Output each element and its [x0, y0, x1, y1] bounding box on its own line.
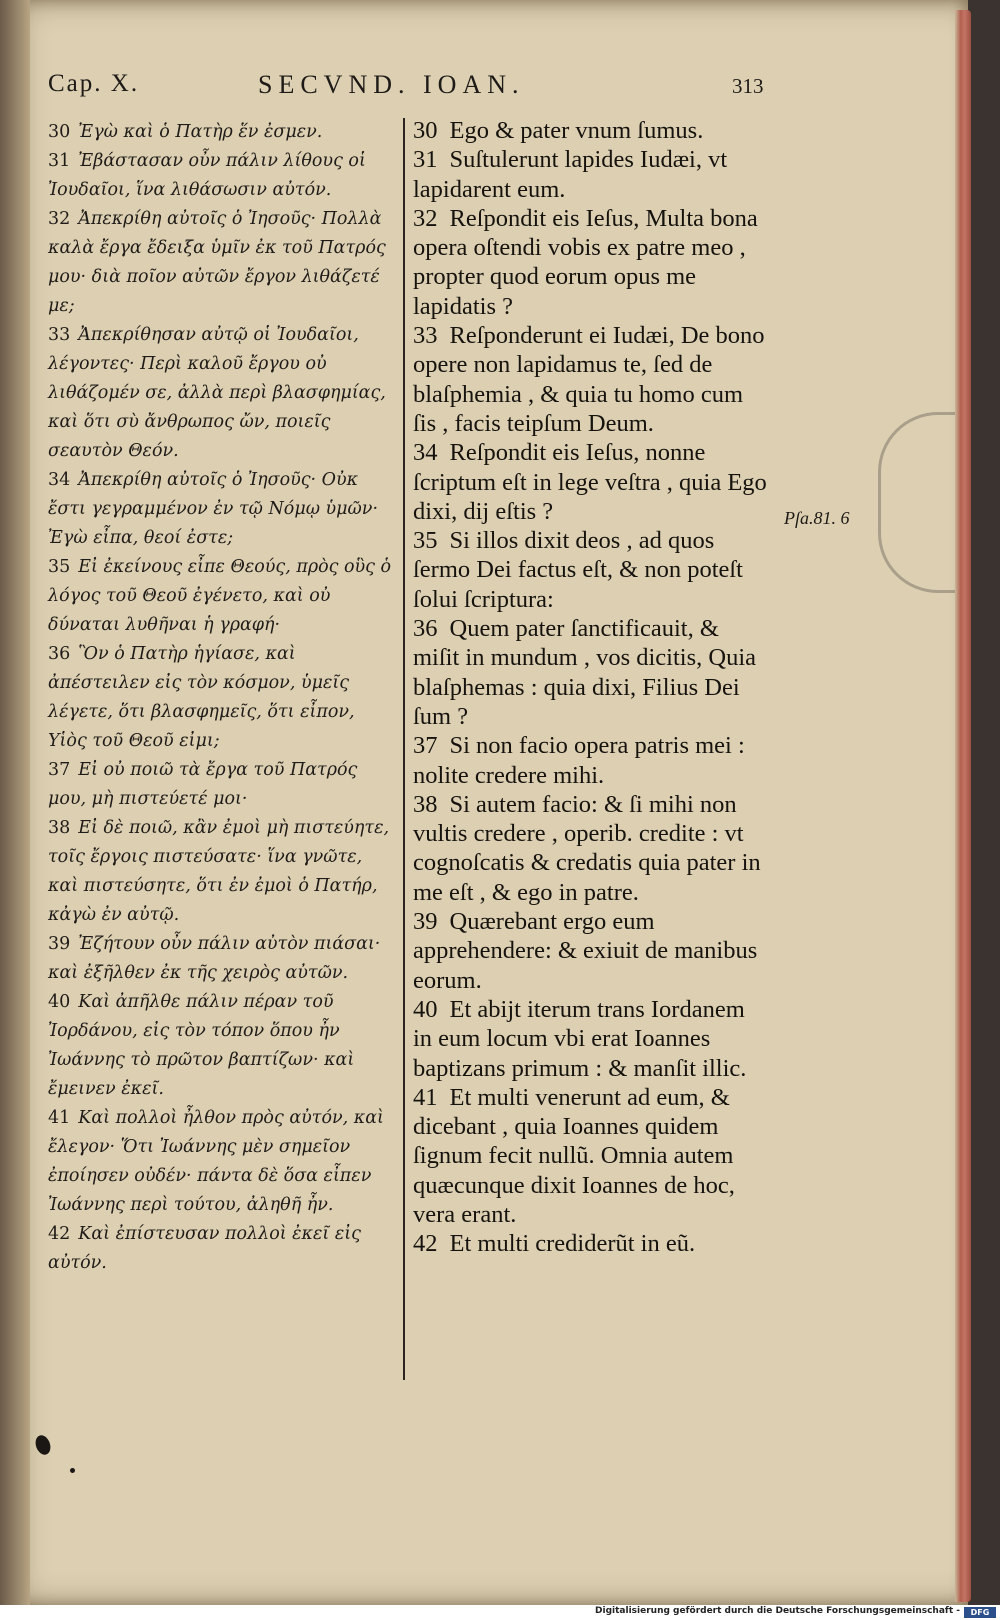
verse-number: 37: [48, 760, 71, 780]
latin-verse: [413, 790, 768, 907]
verse-number: 31: [48, 151, 71, 171]
verse-text: Et multi crediderũt in eũ.: [449, 1230, 696, 1258]
verse-number: 36: [48, 644, 71, 664]
greek-verse: [48, 466, 396, 553]
verse-number: 38: [413, 790, 438, 818]
footer-credit: Digitalisierung gefördert durch die Deutsche Forschungsgemeinschaft -: [595, 1606, 960, 1616]
verse-text: Εἰ δὲ ποιῶ, κἂν ἐμοὶ μὴ πιστεύητε, τοῖς ἔργοις πιστεύσατε· ἵνα γνῶτε, καὶ πιστεύσητε, ὅτι ἐν ἐμοὶ ὁ Πατήρ, κἀγὼ ἐν αὐτῷ.: [48, 818, 390, 925]
verse-number: 41: [413, 1083, 438, 1111]
greek-verse: [48, 930, 396, 988]
verse-text: Reſpondit eis Ieſus, Multa bona opera oſtendi vobis ex patre meo , propter quod eorum opus me lapidatis ?: [413, 204, 758, 320]
latin-verse: [413, 321, 768, 438]
greek-verse: [48, 205, 396, 321]
greek-verse: [48, 988, 396, 1104]
verse-text: Et abijt iterum trans Iordanem in eum locum vbi erat Ioannes baptizans primum : & manſit illic.: [413, 995, 747, 1082]
verse-text: Καὶ ἀπῆλθε πάλιν πέραν τοῦ Ἰορδάνου, εἰς τὸν τόπον ὅπου ἦν Ἰωάννης τὸ πρῶτον βαπτίζων· καὶ ἔμεινεν ἐκεῖ.: [48, 992, 355, 1099]
verse-number: 33: [413, 322, 438, 350]
greek-verse: [48, 640, 396, 756]
verse-number: 42: [413, 1230, 438, 1258]
verse-text: Quem pater ſanctificauit, & miſit in mundum , vos dicitis, Quia blaſphemas : quia dixi, Filius Dei ſum ?: [413, 615, 756, 730]
verse-text: Si illos dixit deos , ad quos ſermo Dei factus eſt, & non poteſt ſolui ſcriptura:: [413, 527, 743, 613]
verse-number: 41: [48, 1108, 71, 1128]
verse-number: 30: [48, 122, 71, 142]
latin-verse: [413, 1083, 768, 1229]
greek-column: [48, 118, 396, 1278]
latin-verse: [413, 438, 768, 526]
verse-number: 36: [413, 615, 438, 643]
red-page-edge: [955, 10, 971, 1602]
chapter-label: Cap. X.: [48, 70, 140, 97]
verse-text: Καὶ ἐπίστευσαν πολλοὶ ἐκεῖ εἰς αὐτόν.: [48, 1224, 361, 1273]
verse-text: Εἰ ἐκείνους εἶπε Θεούς, πρὸς οὓς ὁ λόγος τοῦ Θεοῦ ἐγένετο, καὶ οὐ δύναται λυθῆναι ἡ γραφή·: [48, 557, 392, 635]
verse-text: Quærebant ergo eum apprehendere: & exiuit de manibus eorum.: [413, 908, 758, 994]
digitization-footer: [0, 1605, 1000, 1620]
verse-text: Ὃν ὁ Πατὴρ ἡγίασε, καὶ ἀπέστειλεν εἰς τὸν κόσμον, ὑμεῖς λέγετε, ὅτι βλασφημεῖς, ὅτι εἶπον, Υἱὸς τοῦ Θεοῦ εἰμι;: [48, 644, 355, 751]
verse-number: 39: [413, 908, 438, 936]
book-title: SECVND. IOAN.: [258, 70, 525, 99]
verse-text: Ego & pater vnum ſumus.: [449, 117, 704, 144]
verse-text: Ἐζήτουν οὖν πάλιν αὐτὸν πιάσαι· καὶ ἐξῆλθεν ἐκ τῆς χειρὸς αὐτῶν.: [48, 934, 381, 983]
ink-spot: [70, 1468, 75, 1473]
verse-number: 33: [48, 325, 71, 345]
verse-text: Εἰ οὐ ποιῶ τὰ ἔργα τοῦ Πατρός μου, μὴ πιστεύετέ μοι·: [48, 760, 358, 809]
verse-text: Si autem facio: & ſi mihi non vultis credere , operib. credite : vt cognoſcatis & credatis quia pater in me eſt , & ego in patre.: [413, 790, 761, 906]
margin-reference: Pſa.81. 6: [784, 508, 850, 528]
verse-number: 37: [413, 732, 438, 760]
verse-number: 32: [413, 204, 438, 232]
latin-verse: [413, 995, 768, 1083]
page-number: 313: [732, 74, 764, 98]
latin-verse: [413, 614, 768, 731]
verse-number: 42: [48, 1224, 71, 1244]
running-header: [48, 70, 768, 104]
greek-verse: [48, 1104, 396, 1220]
greek-verse: [48, 321, 396, 466]
greek-verse: [48, 553, 396, 640]
greek-verse: [48, 118, 396, 147]
latin-verse: [413, 731, 768, 790]
greek-verse: [48, 147, 396, 205]
verse-text: Ἐγὼ καὶ ὁ Πατὴρ ἕν ἐσμεν.: [78, 122, 323, 142]
verse-number: 35: [48, 557, 71, 577]
verse-number: 34: [48, 470, 71, 490]
latin-column: [413, 116, 768, 1259]
verse-number: 35: [413, 527, 438, 555]
ink-blot: [33, 1433, 53, 1457]
verse-text: Ἀπεκρίθησαν αὐτῷ οἱ Ἰουδαῖοι, λέγοντες· Περὶ καλοῦ ἔργου οὐ λιθάζομέν σε, ἀλλὰ περὶ βλασφημίας, καὶ ὅτι σὺ ἄνθρωπος ὤν, ποιεῖς σεαυτὸν Θεόν.: [48, 325, 386, 461]
verse-text: Ἐβάστασαν οὖν πάλιν λίθους οἱ Ἰουδαῖοι, ἵνα λιθάσωσιν αὐτόν.: [48, 151, 366, 200]
dfg-logo: DFG: [964, 1607, 996, 1618]
verse-number: 32: [48, 209, 71, 229]
verse-number: 40: [48, 992, 71, 1012]
latin-verse: [413, 204, 768, 321]
verse-text: Ἀπεκρίθη αὐτοῖς ὁ Ἰησοῦς· Οὐκ ἔστι γεγραμμένον ἐν τῷ Νόμῳ ὑμῶν· Ἐγὼ εἶπα, θεοί ἐστε;: [48, 470, 379, 548]
greek-verse: [48, 1220, 396, 1278]
verse-text: Reſponderunt ei Iudæi, De bono opere non lapidamus te, ſed de blaſphemia , & quia tu homo cum ſis , facis teipſum Deum.: [413, 322, 765, 437]
latin-verse: [413, 526, 768, 614]
verse-number: 38: [48, 818, 71, 838]
verse-number: 34: [413, 439, 438, 467]
latin-verse: [413, 145, 768, 204]
verse-text: Καὶ πολλοὶ ἦλθον πρὸς αὐτόν, καὶ ἔλεγον· Ὅτι Ἰωάννης μὲν σημεῖον ἐποίησεν οὐδέν· πάντα δὲ ὅσα εἶπεν Ἰωάννης περὶ τούτου, ἀληθῆ ἦν.: [48, 1108, 384, 1215]
latin-verse: [413, 907, 768, 995]
verse-number: 40: [413, 995, 438, 1023]
verse-number: 30: [413, 117, 438, 144]
facing-page-edge: [0, 0, 30, 1605]
verse-number: 39: [48, 934, 71, 954]
greek-verse: [48, 756, 396, 814]
greek-verse: [48, 814, 396, 930]
verse-number: 31: [413, 146, 438, 174]
latin-verse: [413, 1229, 768, 1258]
column-divider: [403, 118, 405, 1380]
verse-text: Si non facio opera patris mei : nolite credere mihi.: [413, 732, 745, 789]
verse-text: Reſpondit eis Ieſus, nonne ſcriptum eſt in lege veſtra , quia Ego dixi, dij eſtis ?: [413, 439, 767, 525]
verse-text: Ἀπεκρίθη αὐτοῖς ὁ Ἰησοῦς· Πολλὰ καλὰ ἔργα ἔδειξα ὑμῖν ἐκ τοῦ Πατρός μου· διὰ ποῖον αὐτῶν ἔργον λιθάζετέ με;: [48, 209, 386, 316]
verse-text: Et multi venerunt ad eum, & dicebant , quia Ioannes quidem ſignum fecit nullũ. Omnia autem quæcunque dixit Ioannes de hoc, vera erant.: [413, 1083, 735, 1228]
verse-text: Suſtulerunt lapides Iudæi, vt lapidarent eum.: [413, 146, 728, 203]
latin-verse: [413, 116, 768, 145]
